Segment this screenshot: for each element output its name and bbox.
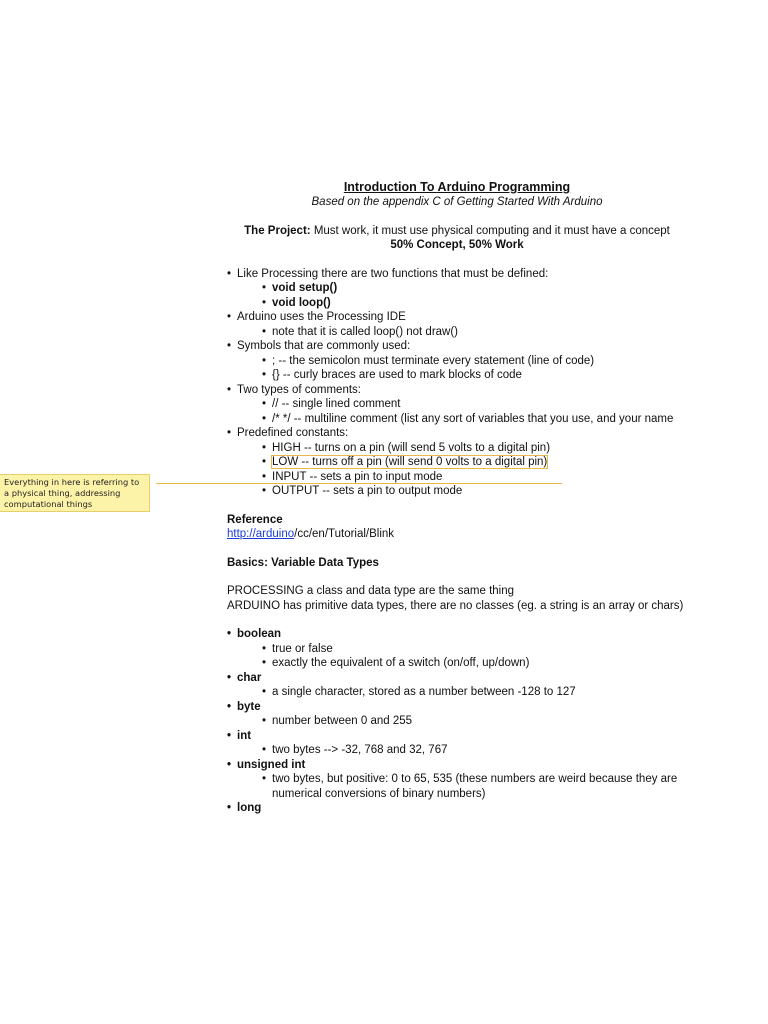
note-subitem-text: ; -- the semicolon must terminate every statement (line of code): [272, 354, 595, 367]
note-subitem: [227, 368, 687, 383]
note-item: • Like Processing there are two functions that must be defined:: [227, 267, 687, 282]
document-title: Introduction To Arduino Programming: [343, 180, 571, 194]
data-type-detail: • two bytes, but positive: 0 to 65, 535 (these numbers are weird because they are numerical conversions of binary numbers): [227, 772, 687, 801]
data-type-detail: • number between 0 and 255: [227, 714, 687, 729]
note-subitem-text: {} -- curly braces are used to mark blocks of code: [272, 369, 522, 381]
note-subitem: [227, 470, 687, 485]
data-type-item: • byte: [227, 700, 687, 715]
reference-link-rest: /cc/en/Tutorial/Blink: [294, 528, 395, 540]
note-subitem: [227, 412, 687, 427]
data-type-detail: • two bytes --> -32, 768 and 32, 767: [227, 743, 687, 758]
data-type-item: • long: [227, 801, 687, 816]
data-type-detail: • a single character, stored as a number between -128 to 127: [227, 685, 687, 700]
comment-note[interactable]: Everything in here is referring to a physical thing, addressing computational things: [0, 474, 150, 512]
data-type-detail: • true or false: [227, 642, 687, 657]
note-item: • Two types of comments:: [227, 383, 687, 398]
reference-link[interactable]: http://arduino: [227, 528, 295, 540]
basics-paragraph-arduino: ARDUINO has primitive data types, there are no classes (eg. a string is an array or chars): [227, 599, 684, 612]
basics-paragraph-processing: PROCESSING a class and data type are the same thing: [227, 585, 515, 597]
types-list: [227, 627, 687, 816]
project-label: The Project:: [244, 224, 311, 237]
note-subitem-text: OUTPUT -- sets a pin to output mode: [272, 485, 463, 497]
note-item: • Symbols that are commonly used:: [227, 339, 687, 354]
data-type-detail: • exactly the equivalent of a switch (on/off, up/down): [227, 656, 687, 671]
note-subitem: [227, 441, 687, 456]
note-subitem: [227, 325, 687, 340]
data-type-item: • unsigned int: [227, 758, 687, 773]
note-subitem-text: /* */ -- multiline comment (list any sort of variables that you use, and your name: [272, 412, 674, 425]
note-subitem-text: void setup(): [272, 282, 338, 294]
highlighted-text: LOW -- turns off a pin (will send 0 volts to a digital pin): [272, 456, 548, 468]
notes-list: [227, 267, 687, 499]
note-subitem-text: // -- single lined comment: [272, 398, 401, 410]
document-subtitle: Based on the appendix C of Getting Started With Arduino: [311, 196, 603, 208]
note-item: • Arduino uses the Processing IDE: [227, 310, 687, 325]
note-subitem-text: INPUT -- sets a pin to input mode: [272, 470, 443, 483]
note-subitem: [227, 354, 687, 369]
project-split: 50% Concept, 50% Work: [390, 239, 524, 251]
note-subitem-text: HIGH -- turns on a pin (will send 5 volts to a digital pin): [272, 441, 551, 454]
document-page: [227, 179, 687, 816]
comment-connector-line: [156, 483, 562, 484]
note-subitem-text: void loop(): [272, 296, 331, 309]
note-subitem: [227, 455, 687, 470]
note-item: • Predefined constants:: [227, 426, 687, 441]
reference-heading: Reference: [227, 513, 283, 526]
project-line: [227, 224, 687, 239]
note-subitem-text: note that it is called loop() not draw(): [272, 325, 459, 338]
data-type-item: • char: [227, 671, 687, 686]
note-subitem: [227, 484, 687, 499]
note-subitem: [227, 281, 687, 296]
note-subitem: [227, 397, 687, 412]
data-type-item: • boolean: [227, 627, 687, 642]
data-type-item: • int: [227, 729, 687, 744]
reference-line: [227, 527, 687, 542]
note-subitem: [227, 296, 687, 311]
project-text: Must work, it must use physical computing and it must have a concept: [310, 224, 670, 237]
basics-heading: Basics: Variable Data Types: [227, 556, 379, 569]
